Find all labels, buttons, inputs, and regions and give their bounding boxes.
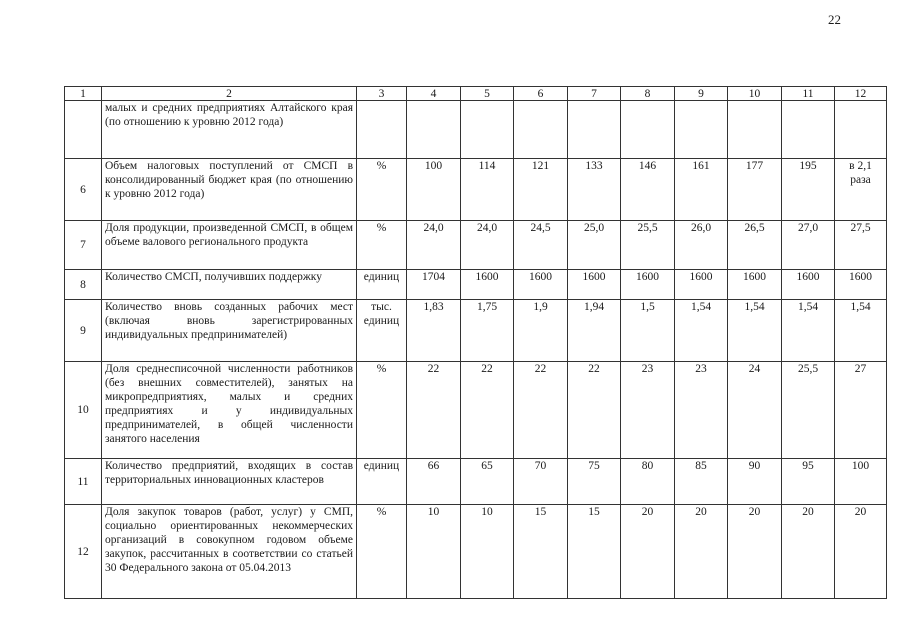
value-cell: 10 [461,505,514,599]
row-number: 7 [65,221,102,270]
row-number: 9 [65,300,102,362]
value-cell: 27,5 [835,221,887,270]
unit-cell: единиц [357,270,407,300]
value-cell: 80 [621,459,675,505]
header-col-2: 2 [102,87,357,101]
table-body [65,87,887,599]
value-cell: 1,54 [728,300,782,362]
value-cell: 20 [621,505,675,599]
value-cell: 22 [514,362,568,459]
table-row [65,300,887,362]
value-cell: 121 [514,159,568,221]
value-cell: 22 [407,362,461,459]
value-cell: 1,54 [782,300,835,362]
value-cell: 1600 [782,270,835,300]
value-cell [675,101,728,159]
value-cell: 1,54 [835,300,887,362]
unit-cell: % [357,221,407,270]
value-cell [782,101,835,159]
indicator-name: Количество вновь созданных рабочих мест (включая вновь зарегистрированных индивидуальных предпринимателей) [102,300,357,362]
unit-cell: % [357,505,407,599]
value-cell: 20 [835,505,887,599]
indicator-name: Доля продукции, произведенной СМСП, в общем объеме валового регионального продукта [102,221,357,270]
value-cell: 27 [835,362,887,459]
row-number [65,101,102,159]
header-col-9: 9 [675,87,728,101]
value-cell: 24 [728,362,782,459]
value-cell: 20 [675,505,728,599]
row-number: 12 [65,505,102,599]
value-cell: 23 [621,362,675,459]
value-cell: 1600 [835,270,887,300]
value-cell: 177 [728,159,782,221]
value-cell: 25,0 [568,221,621,270]
indicator-name: малых и средних предприятиях Алтайского края (по отношению к уровню 2012 года) [102,101,357,159]
value-cell: 20 [728,505,782,599]
value-cell: 133 [568,159,621,221]
value-cell: 65 [461,459,514,505]
header-col-3: 3 [357,87,407,101]
header-col-7: 7 [568,87,621,101]
page-number: 22 [828,12,841,27]
value-cell: 161 [675,159,728,221]
value-cell: 24,0 [461,221,514,270]
value-cell: 1,83 [407,300,461,362]
value-cell: 114 [461,159,514,221]
table-row [65,459,887,505]
indicator-name: Доля закупок товаров (работ, услуг) у СМП, социально ориентированных некоммерческих организаций в совокупном годовом объеме закупок, рассчитанных в соответствии со статьей 30 Федерального закона от 05.04.2013 [102,505,357,599]
table-row [65,159,887,221]
header-col-1: 1 [65,87,102,101]
value-cell [514,101,568,159]
table-row [65,221,887,270]
header-col-12: 12 [835,87,887,101]
table-row [65,270,887,300]
value-cell: 1600 [728,270,782,300]
value-cell: 95 [782,459,835,505]
value-cell: 26,5 [728,221,782,270]
value-cell: 26,0 [675,221,728,270]
value-cell [461,101,514,159]
value-cell: 75 [568,459,621,505]
unit-cell: единиц [357,459,407,505]
header-col-10: 10 [728,87,782,101]
value-cell: 27,0 [782,221,835,270]
value-cell: 1600 [461,270,514,300]
value-cell: 25,5 [621,221,675,270]
value-cell: 90 [728,459,782,505]
value-cell: 66 [407,459,461,505]
value-cell: 1600 [568,270,621,300]
value-cell: 1600 [621,270,675,300]
unit-cell: тыс. единиц [357,300,407,362]
value-cell: 20 [782,505,835,599]
unit-cell [357,101,407,159]
indicator-name: Объем налоговых поступлений от СМСП в консолидированный бюджет края (по отношению к уровню 2012 года) [102,159,357,221]
row-number: 8 [65,270,102,300]
value-cell: 1,54 [675,300,728,362]
value-cell [728,101,782,159]
unit-cell: % [357,159,407,221]
value-cell: 1704 [407,270,461,300]
table-row [65,101,887,159]
value-cell: 24,5 [514,221,568,270]
header-col-8: 8 [621,87,675,101]
value-cell: 1,5 [621,300,675,362]
value-cell: 25,5 [782,362,835,459]
value-cell: в 2,1 раза [835,159,887,221]
table-row [65,362,887,459]
header-row [65,87,887,101]
value-cell: 100 [407,159,461,221]
indicator-name: Количество предприятий, входящих в состав территориальных инновационных кластеров [102,459,357,505]
header-col-11: 11 [782,87,835,101]
value-cell [407,101,461,159]
value-cell: 1600 [675,270,728,300]
value-cell: 1,75 [461,300,514,362]
value-cell: 10 [407,505,461,599]
header-col-5: 5 [461,87,514,101]
value-cell: 100 [835,459,887,505]
value-cell: 1,9 [514,300,568,362]
value-cell [835,101,887,159]
header-col-6: 6 [514,87,568,101]
value-cell: 1600 [514,270,568,300]
value-cell: 22 [568,362,621,459]
row-number: 11 [65,459,102,505]
value-cell: 24,0 [407,221,461,270]
value-cell: 15 [568,505,621,599]
value-cell: 70 [514,459,568,505]
value-cell: 85 [675,459,728,505]
value-cell: 15 [514,505,568,599]
value-cell [621,101,675,159]
value-cell: 195 [782,159,835,221]
value-cell: 22 [461,362,514,459]
row-number: 10 [65,362,102,459]
indicator-name: Количество СМСП, получивших поддержку [102,270,357,300]
indicators-table [64,86,887,599]
row-number: 6 [65,159,102,221]
header-col-4: 4 [407,87,461,101]
value-cell: 23 [675,362,728,459]
unit-cell: % [357,362,407,459]
table-row [65,505,887,599]
value-cell: 146 [621,159,675,221]
value-cell: 1,94 [568,300,621,362]
value-cell [568,101,621,159]
indicator-name: Доля среднесписочной численности работников (без внешних совместителей), занятых на микропредприятиях, малых и средних предприятиях и у индивидуальных предпринимателей, в общей численности занятого населения [102,362,357,459]
